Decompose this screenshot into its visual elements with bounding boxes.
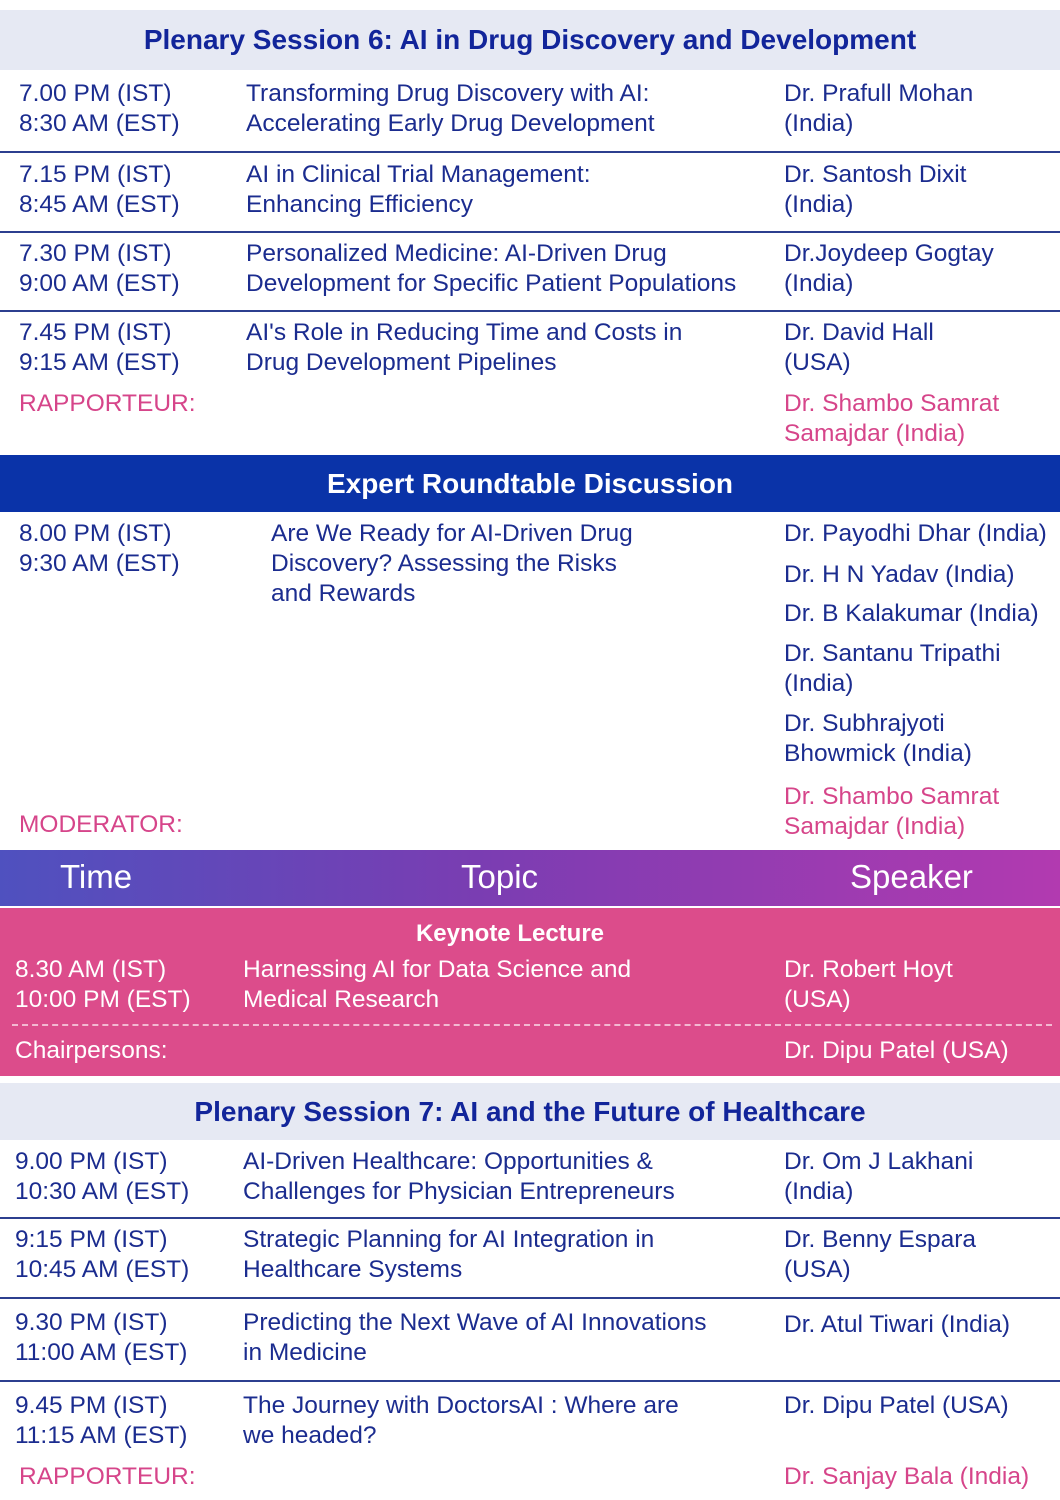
topic-line: Medical Research (243, 986, 440, 1013)
plenary6-row4-topic (246, 318, 682, 378)
plenary7-title: Plenary Session 7: AI and the Future of Healthcare (194, 1095, 866, 1127)
speaker-name: Dr. Om J Lakhani (784, 1148, 974, 1175)
rapporteur-name (784, 389, 999, 449)
topic-line: Discovery? Assessing the Risks (271, 550, 617, 577)
moderator-label: MODERATOR: (19, 811, 183, 838)
panelist: Dr. H N Yadav (India) (784, 561, 1015, 588)
plenary6-row1-time (19, 79, 180, 139)
panelist: Dr. Subhrajyoti (784, 710, 945, 737)
time-est: 11:00 AM (EST) (15, 1339, 188, 1366)
speaker-name: Dr. Atul Tiwari (India) (784, 1311, 1011, 1338)
dashed-divider (12, 1024, 1052, 1026)
topic-line: and Rewards (271, 580, 416, 607)
panelist: Dr. Santanu Tripathi (784, 640, 1001, 667)
time-ist: 9:15 PM (IST) (15, 1226, 168, 1253)
speaker-country: (India) (784, 191, 854, 218)
keynote-block (0, 908, 1060, 1076)
plenary6-header (0, 10, 1060, 70)
time-est: 11:15 AM (EST) (15, 1422, 188, 1449)
topic-line: Development for Specific Patient Populations (246, 270, 737, 297)
speaker-country: (India) (784, 1178, 854, 1205)
time-ist: 7.15 PM (IST) (19, 161, 172, 188)
plenary7-row3-speaker (784, 1310, 1010, 1340)
moderator-line: Samajdar (India) (784, 813, 966, 840)
column-header-topic: Topic (461, 858, 539, 895)
row-divider (0, 1297, 1060, 1299)
topic-line: Healthcare Systems (243, 1256, 463, 1283)
plenary7-row4-speaker (784, 1391, 1009, 1421)
column-header-time: Time (60, 858, 133, 895)
speaker-name: Dr.Joydeep Gogtay (784, 240, 994, 267)
time-est: 10:30 AM (EST) (15, 1178, 190, 1205)
rapporteur-line: Dr. Shambo Samrat (784, 390, 1000, 417)
topic-line: Accelerating Early Drug Development (246, 110, 655, 137)
time-ist: 9.30 PM (IST) (15, 1309, 168, 1336)
plenary6-row3-topic (246, 239, 736, 299)
speaker-name: Dr. Benny Espara (784, 1226, 977, 1253)
topic-line: in Medicine (243, 1339, 367, 1366)
column-header-speaker: Speaker (850, 858, 973, 895)
plenary6-row3-speaker (784, 239, 994, 299)
rapporteur-name: Dr. Sanjay Bala (India) (784, 1463, 1030, 1490)
topic-line: The Journey with DoctorsAI : Where are (243, 1392, 679, 1419)
speaker-country: (USA) (784, 1256, 851, 1283)
column-header-bar (0, 850, 1060, 906)
row-divider (0, 231, 1060, 233)
topic-line: Predicting the Next Wave of AI Innovations (243, 1309, 707, 1336)
plenary7-row2-time (15, 1225, 189, 1285)
plenary6-row3-time (19, 239, 180, 299)
topic-line: Personalized Medicine: AI-Driven Drug (246, 240, 667, 267)
time-est: 9:00 AM (EST) (19, 270, 180, 297)
time-ist: 9.00 PM (IST) (15, 1148, 168, 1175)
plenary7-row3-time (15, 1308, 187, 1368)
plenary7-row1-speaker (784, 1147, 973, 1207)
time-ist: 9.45 PM (IST) (15, 1392, 168, 1419)
time-ist: 8.30 AM (IST) (15, 956, 167, 983)
panelist: Bhowmick (India) (784, 740, 972, 767)
chairpersons-label: Chairpersons: (15, 1037, 168, 1064)
row-divider (0, 1217, 1060, 1219)
time-ist: 7.00 PM (IST) (19, 80, 172, 107)
plenary7-row3-topic (243, 1308, 706, 1368)
speaker-country: (India) (784, 270, 854, 297)
plenary7-row4-time (15, 1391, 187, 1451)
speaker-name: Dr. Robert Hoyt (784, 956, 953, 983)
topic-line: Enhancing Efficiency (246, 191, 473, 218)
panelist-list (784, 519, 1047, 549)
rapporteur-label: RAPPORTEUR: (19, 390, 196, 417)
plenary6-row4-speaker (784, 318, 934, 378)
panelist: Dr. Payodhi Dhar (India) (784, 520, 1047, 547)
speaker-name: Dr. David Hall (784, 319, 934, 346)
plenary6-row2-topic (246, 160, 591, 220)
speaker-name: Dr. Santosh Dixit (784, 161, 967, 188)
plenary6-row1-speaker (784, 79, 973, 139)
time-est: 9:15 AM (EST) (19, 349, 180, 376)
rapporteur-label: RAPPORTEUR: (19, 1463, 196, 1490)
plenary7-row2-topic (243, 1225, 654, 1285)
row-divider (0, 310, 1060, 312)
time-ist: 8.00 PM (IST) (19, 520, 172, 547)
time-est: 8:45 AM (EST) (19, 191, 180, 218)
time-ist: 7.30 PM (IST) (19, 240, 172, 267)
time-ist: 7.45 PM (IST) (19, 319, 172, 346)
keynote-topic (243, 955, 631, 1015)
topic-line: AI-Driven Healthcare: Opportunities & (243, 1148, 653, 1175)
topic-line: AI in Clinical Trial Management: (246, 161, 591, 188)
roundtable-time (19, 519, 180, 579)
plenary6-title: Plenary Session 6: AI in Drug Discovery and Development (143, 24, 917, 55)
plenary7-row2-speaker (784, 1225, 976, 1285)
plenary7-row1-time (15, 1147, 189, 1207)
speaker-name: Dr. Dipu Patel (USA) (784, 1392, 1009, 1419)
time-est: 10:45 AM (EST) (15, 1256, 190, 1283)
plenary6-row2-time (19, 160, 180, 220)
speaker-name: Dr. Prafull Mohan (784, 80, 974, 107)
topic-line: we headed? (243, 1422, 377, 1449)
plenary7-row1-topic (243, 1147, 675, 1207)
row-divider (0, 1380, 1060, 1382)
moderator-line: Dr. Shambo Samrat (784, 783, 1000, 810)
plenary6-row2-speaker (784, 160, 966, 220)
topic-line: Are We Ready for AI-Driven Drug (271, 520, 633, 547)
topic-line: AI's Role in Reducing Time and Costs in (246, 319, 683, 346)
roundtable-topic (271, 519, 633, 609)
panelist-list (784, 599, 1039, 629)
topic-line: Drug Development Pipelines (246, 349, 557, 376)
keynote-time (15, 955, 191, 1015)
time-est: 8:30 AM (EST) (19, 110, 180, 137)
speaker-country: (India) (784, 110, 854, 137)
topic-line: Strategic Planning for AI Integration in (243, 1226, 655, 1253)
panelist-list (784, 709, 972, 769)
roundtable-title: Expert Roundtable Discussion (326, 467, 734, 499)
rapporteur-line: Samajdar (India) (784, 420, 966, 447)
keynote-speaker (784, 955, 953, 1015)
plenary7-header (0, 1083, 1060, 1140)
panelist: Dr. B Kalakumar (India) (784, 600, 1039, 627)
panelist-list (784, 639, 1001, 699)
moderator-name (784, 782, 999, 842)
time-est: 10:00 PM (EST) (15, 986, 191, 1013)
topic-line: Transforming Drug Discovery with AI: (246, 80, 650, 107)
speaker-country: (USA) (784, 986, 851, 1013)
topic-line: Harnessing AI for Data Science and (243, 956, 632, 983)
keynote-title: Keynote Lecture (415, 920, 605, 947)
row-divider (0, 151, 1060, 153)
chairperson-name: Dr. Dipu Patel (USA) (784, 1037, 1009, 1064)
topic-line: Challenges for Physician Entrepreneurs (243, 1178, 675, 1205)
roundtable-header (0, 455, 1060, 512)
speaker-country: (USA) (784, 349, 851, 376)
time-est: 9:30 AM (EST) (19, 550, 180, 577)
panelist-list (784, 560, 1015, 590)
plenary6-row1-topic (246, 79, 655, 139)
panelist: (India) (784, 670, 854, 697)
plenary6-row4-time (19, 318, 180, 378)
plenary7-row4-topic (243, 1391, 679, 1451)
